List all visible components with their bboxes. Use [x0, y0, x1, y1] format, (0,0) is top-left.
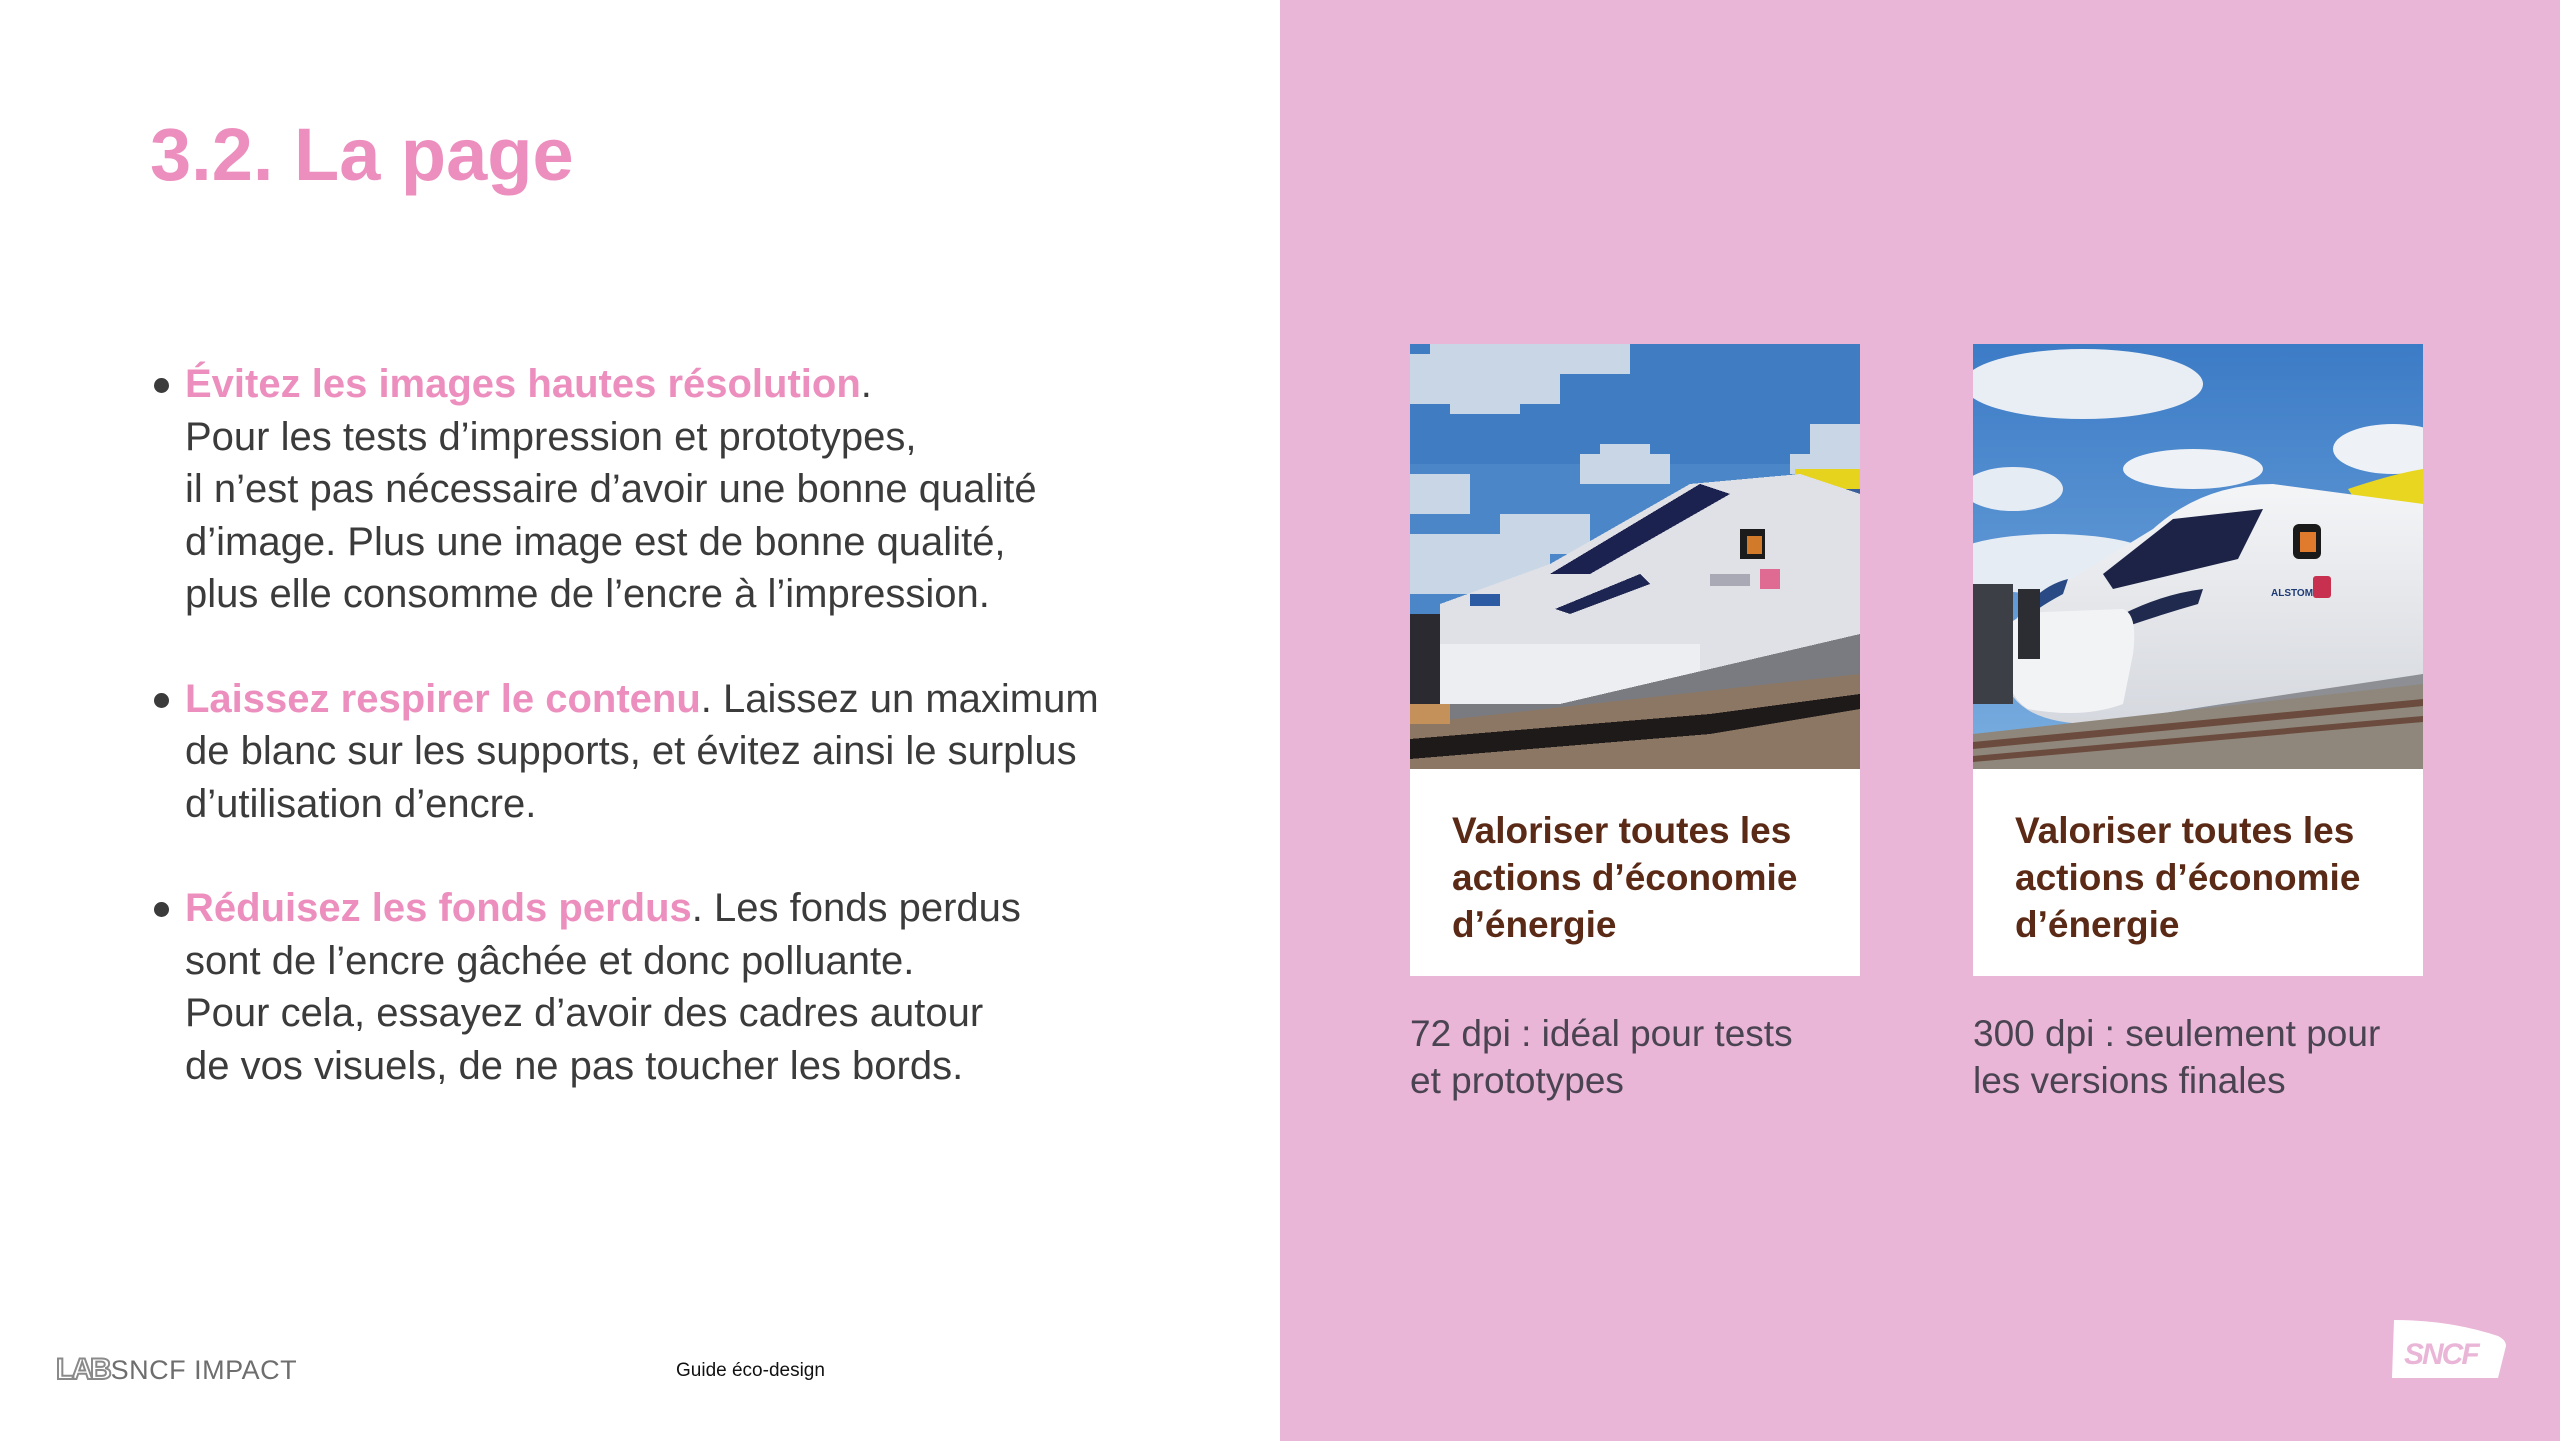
brand-name: SNCF IMPACT	[110, 1354, 298, 1385]
bullet-line: sont de l’encre gâchée et donc polluante.	[185, 938, 915, 983]
train-photo-icon	[1973, 344, 2423, 769]
bullet-first-line: Réduisez les fonds perdus. Les fonds perdus	[185, 886, 1021, 930]
card-body	[1973, 769, 2423, 976]
bullet-line: il n’est pas nécessaire d’avoir une bonne qualité	[185, 467, 1037, 511]
example-card-high-res	[1973, 344, 2423, 1104]
bullet-highlight: Évitez les images hautes résolution	[185, 362, 861, 406]
page-title: 3.2. La page	[150, 113, 574, 196]
card-caption: 300 dpi : seulement pour les versions finales	[1973, 1013, 2381, 1101]
card-heading: Valoriser toutes les actions d’économie d’énergie	[2015, 810, 2361, 945]
bullet-line: plus elle consomme de l’encre à l’impression.	[185, 572, 990, 616]
train-image-high-res	[1973, 344, 2423, 769]
train-photo-pixelated-icon	[1410, 344, 1860, 769]
bullet-line: Pour les tests d’impression et prototypes,	[185, 414, 917, 459]
bullet-item	[150, 358, 1200, 621]
bullet-dot-icon	[154, 378, 169, 393]
card-body	[1410, 769, 1860, 976]
bullet-first-line: Évitez les images hautes résolution.	[185, 362, 872, 406]
lab-sncf-impact-logo	[56, 1352, 297, 1388]
bullet-list	[150, 358, 1200, 1144]
card-heading: Valoriser toutes les actions d’économie d’énergie	[1452, 810, 1798, 945]
bullet-line: Pour cela, essayez d’avoir des cadres autour	[185, 991, 984, 1035]
bullet-dot-icon	[154, 693, 169, 708]
document-title: Guide éco-design	[676, 1360, 825, 1381]
bullet-highlight: Laissez respirer le contenu	[185, 676, 701, 721]
bullet-item	[150, 882, 1200, 1092]
bullet-line: d’utilisation d’encre.	[185, 781, 537, 826]
bullet-highlight: Réduisez les fonds perdus	[185, 886, 692, 930]
bullet-item	[150, 673, 1200, 831]
bullet-dot-icon	[154, 902, 169, 917]
bullet-line: de vos visuels, de ne pas toucher les bords.	[185, 1043, 964, 1088]
svg-text:ALSTOM: ALSTOM	[2271, 588, 2314, 599]
sncf-logo	[2390, 1318, 2512, 1380]
sncf-logo-icon	[2390, 1318, 2512, 1380]
bullet-line: d’image. Plus une image est de bonne qualité,	[185, 519, 1006, 564]
svg-text:SNCF: SNCF	[2404, 1338, 2478, 1371]
bullet-first-line: Laissez respirer le contenu. Laissez un maximum	[185, 676, 1099, 721]
bullet-line: de blanc sur les supports, et évitez ainsi le surplus	[185, 729, 1077, 773]
train-image-low-res	[1410, 344, 1860, 769]
example-card-low-res	[1410, 344, 1860, 1104]
lab-logo-icon: LAB	[56, 1353, 109, 1386]
card-caption: 72 dpi : idéal pour tests et prototypes	[1410, 1013, 1793, 1101]
